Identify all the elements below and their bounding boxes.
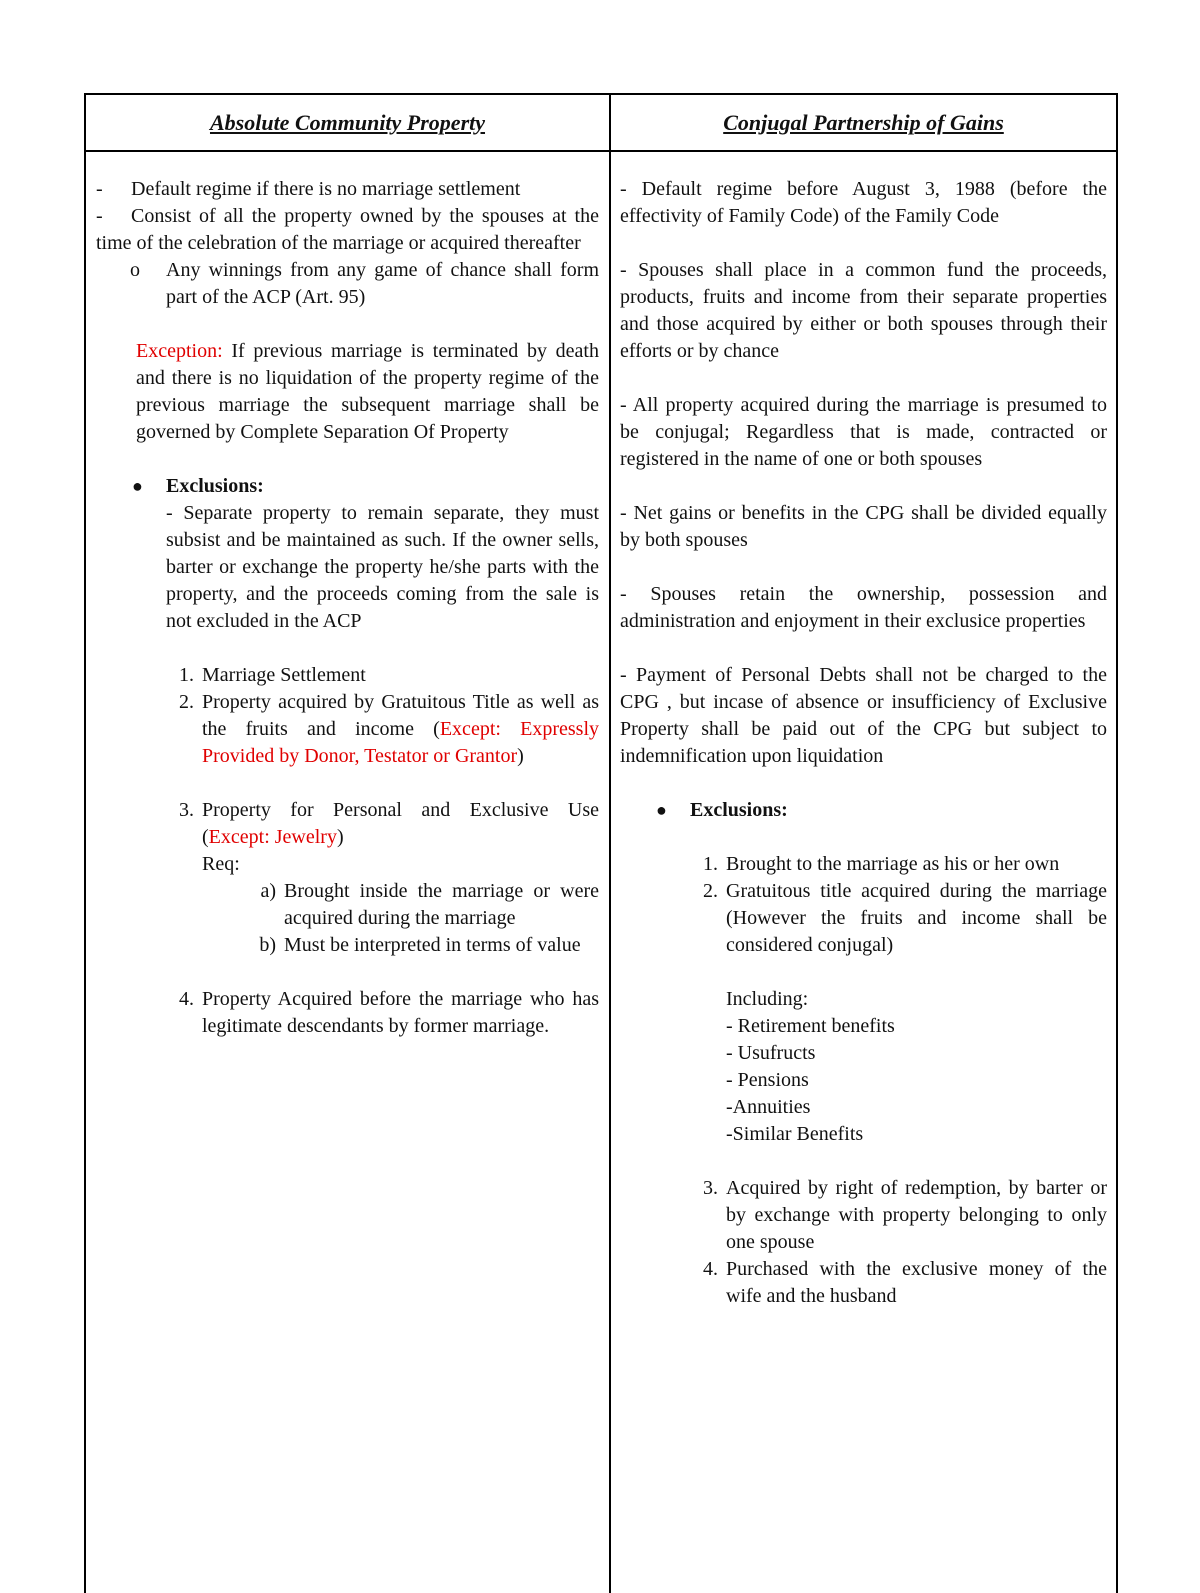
req-label: Req:	[202, 853, 240, 875]
cpg-header: Conjugal Partnership of Gains	[723, 110, 1004, 135]
including-item: - Retirement benefits	[726, 1015, 895, 1037]
including-item: - Usufructs	[726, 1042, 816, 1064]
list-item: 3. Property for Personal and Exclusive Use (Except: Jewelry)	[179, 799, 599, 848]
cpg-paragraph-default: - Default regime before August 3, 1988 (before the effectivity of Family Code) of the Family Code	[620, 178, 1107, 227]
bullet-icon: ●	[132, 476, 143, 496]
cpg-paragraph-presumed: - All property acquired during the marriage is presumed to be conjugal; Regardless that is made, contracted or registered in the name of one or both spouses	[620, 394, 1107, 470]
including-item: -Similar Benefits	[726, 1123, 864, 1145]
table-left-border	[84, 93, 86, 1593]
acp-exclusion-list	[96, 662, 599, 1040]
cpg-paragraph-ownership: - Spouses retain the ownership, possession and administration and enjoyment in their exclusice properties	[620, 583, 1107, 632]
list-item: 4. Property Acquired before the marriage who has legitimate descendants by former marriage.	[179, 988, 599, 1037]
table-right-border	[1116, 93, 1118, 1593]
acp-sub-winnings: o Any winnings from any game of chance shall form part of the ACP (Art. 95)	[130, 259, 599, 308]
list-item: b) Must be interpreted in terms of value	[259, 934, 581, 956]
cpg-paragraph-debts: - Payment of Personal Debts shall not be charged to the CPG , but incase of absence or insufficiency of Exclusive Property shall be paid out of the CPG but subject to indemnification upon liquidation	[620, 664, 1107, 767]
list-item: 1. Marriage Settlement	[179, 664, 366, 686]
list-item: 4. Purchased with the exclusive money of the wife and the husband	[703, 1258, 1107, 1307]
list-item: a) Brought inside the marriage or were acquired during the marriage	[260, 880, 599, 929]
column-divider	[609, 93, 611, 1593]
cpg-paragraph-net-gains: - Net gains or benefits in the CPG shall be divided equally by both spouses	[620, 502, 1107, 551]
acp-exclusions: ● Exclusions: - Separate property to remain separate, they must subsist and be maintained as such. If the owner sells, barter or exchange the property he/she parts with the property, and the proceeds coming from the sale is not excluded in the ACP	[96, 473, 599, 635]
cpg-exclusion-list	[620, 851, 1107, 1310]
acp-column	[96, 176, 599, 1040]
cpg-paragraph-common-fund: - Spouses shall place in a common fund the proceeds, products, fruits and income from their separate properties and those acquired by either or both spouses through their efforts or by chance	[620, 259, 1107, 362]
including-item: - Pensions	[726, 1069, 809, 1091]
list-item: 2. Property acquired by Gratuitous Title as well as the fruits and income (Except: Expressly Provided by Donor, Testator or Grantor)	[179, 691, 599, 767]
list-item: 2. Gratuitous title acquired during the marriage (However the fruits and income shall be considered conjugal)	[703, 880, 1107, 956]
bullet-icon: ●	[656, 800, 667, 820]
acp-bullet-default: - Default regime if there is no marriage settlement	[96, 178, 521, 200]
acp-exception: Exception: If previous marriage is terminated by death and there is no liquidation of the property regime of the previous marriage the subsequent marriage shall be governed by Complete Separation Of Property	[136, 340, 599, 443]
including-item: -Annuities	[726, 1096, 811, 1118]
list-item: 3. Acquired by right of redemption, by barter or by exchange with property belonging to only one spouse	[703, 1177, 1107, 1253]
cpg-exclusions: ● Exclusions:	[620, 797, 1107, 824]
acp-bullet-consist: - Consist of all the property owned by the spouses at the time of the celebration of the marriage or acquired thereafter	[96, 205, 599, 254]
including-label: Including:	[726, 988, 809, 1010]
acp-header: Absolute Community Property	[209, 110, 486, 135]
comparison-table	[84, 93, 1118, 1593]
cpg-column	[620, 176, 1107, 1310]
list-item: 1. Brought to the marriage as his or her own	[703, 853, 1060, 875]
